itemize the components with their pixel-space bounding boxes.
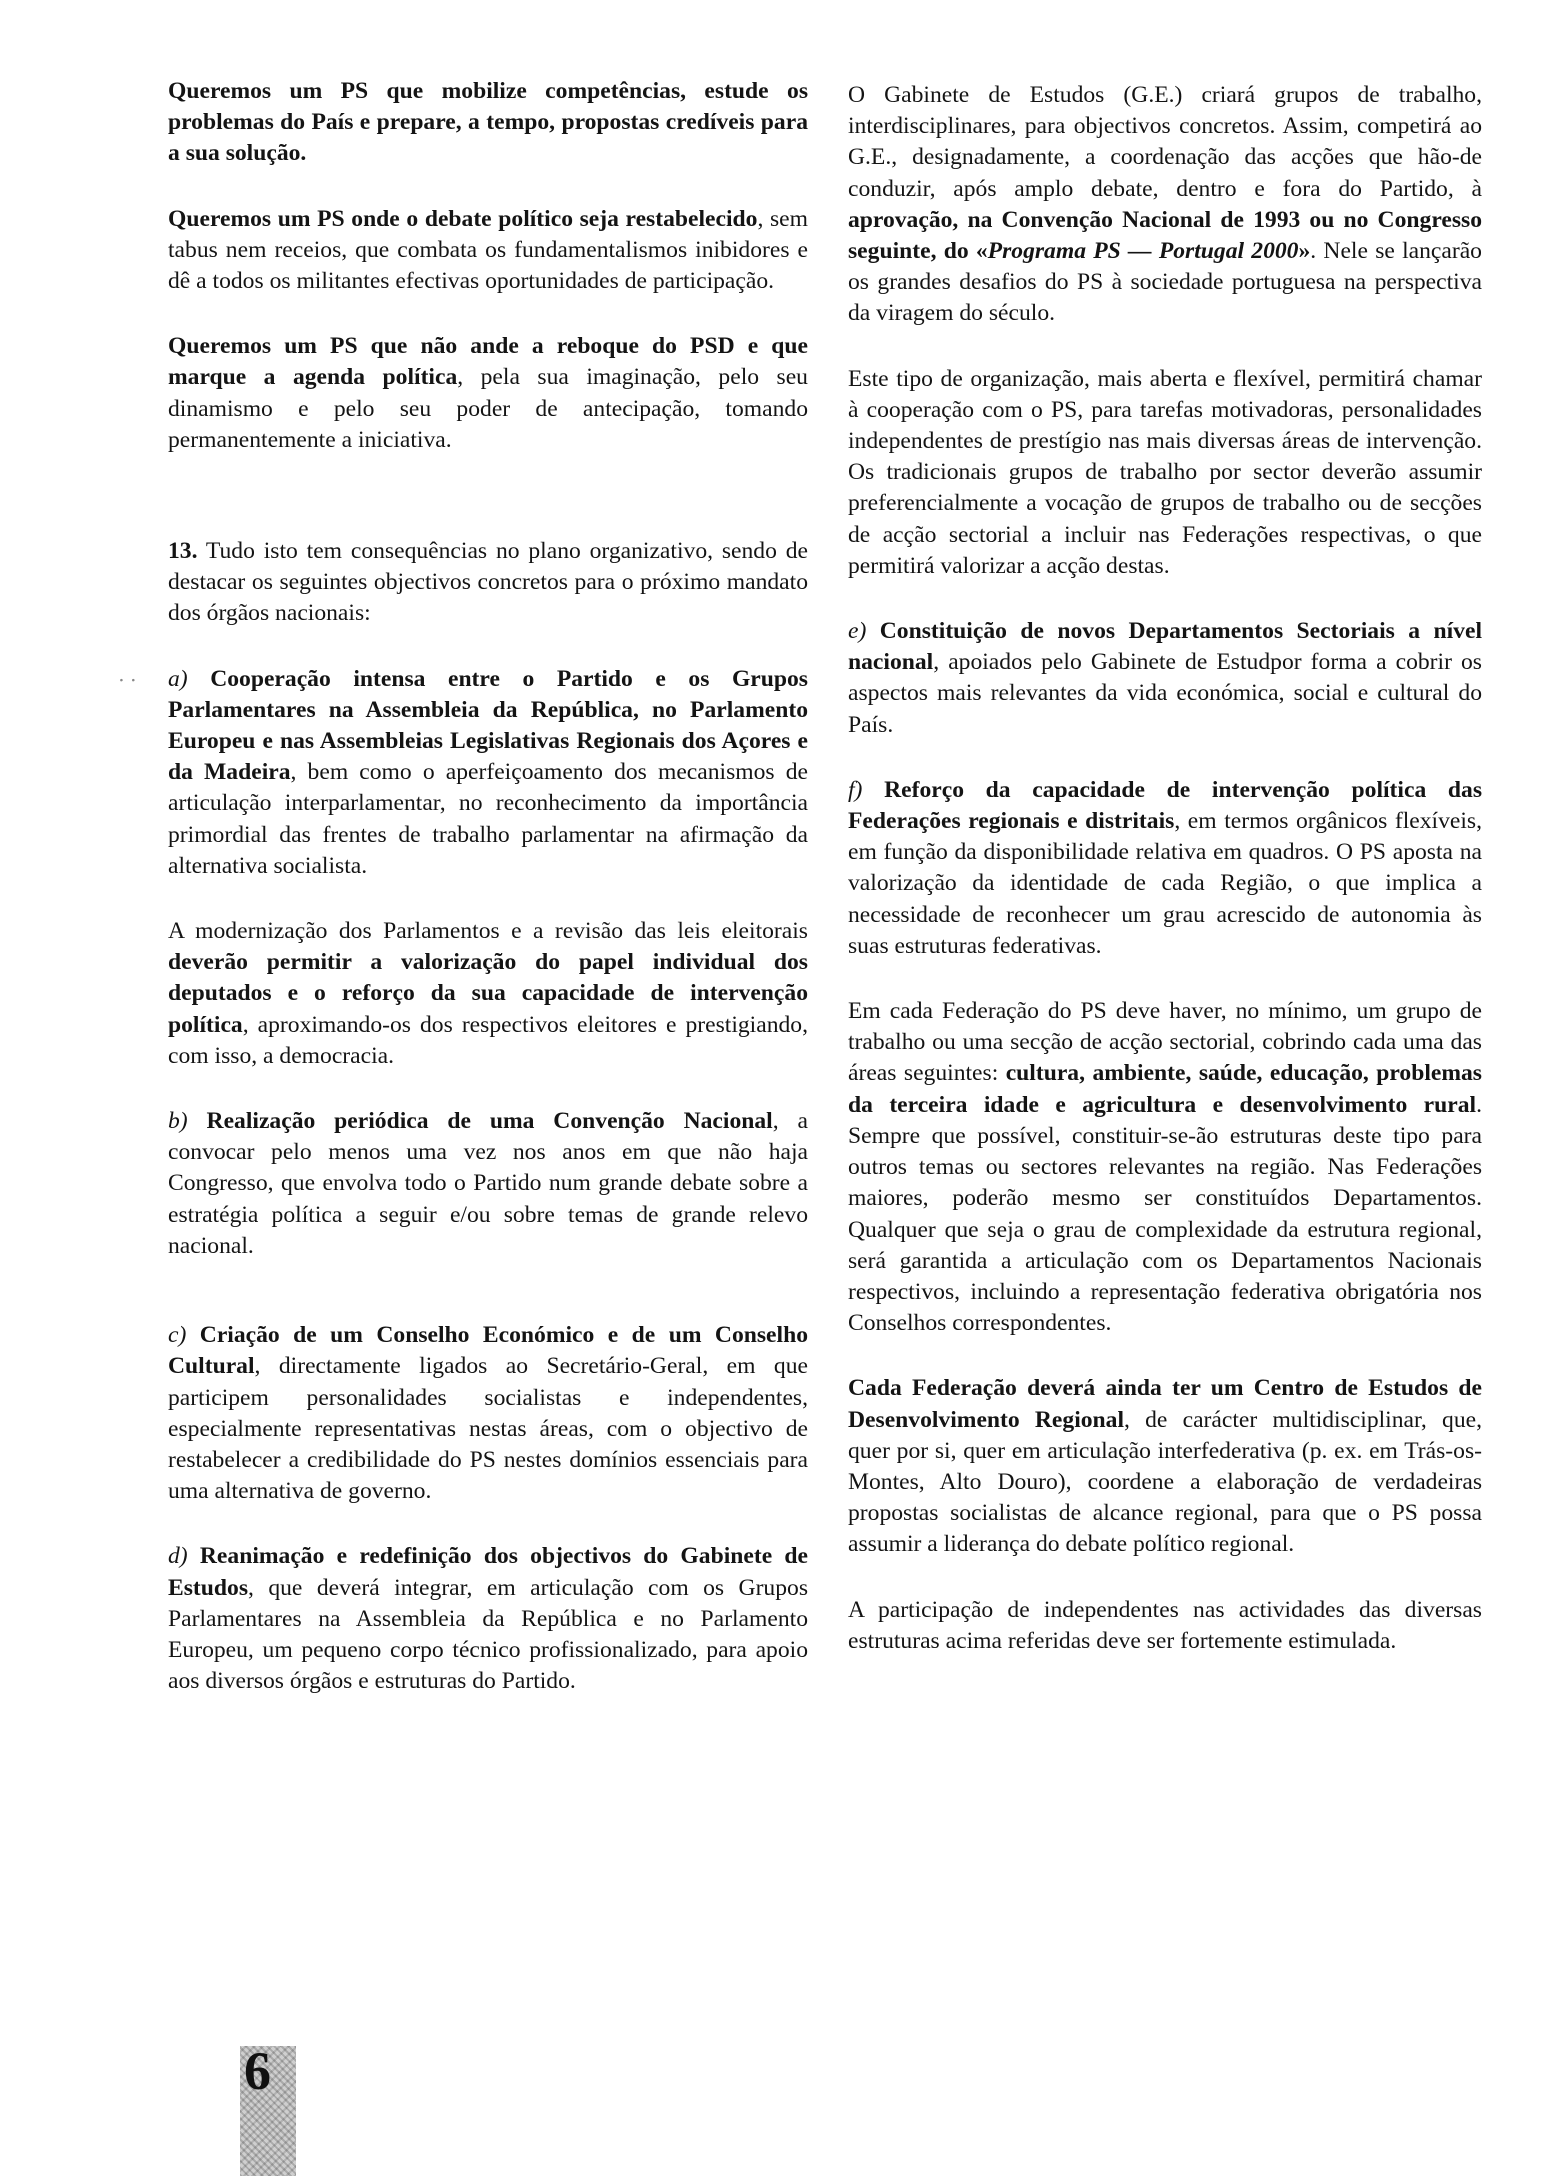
left-column [168, 76, 808, 1731]
page-number-box [240, 2041, 296, 2176]
paragraph [848, 364, 1482, 582]
paragraph [168, 204, 808, 298]
text-run: Constituição de novos Departamentos Sectoriais a nível nacional [848, 618, 1482, 676]
text-run: Tudo isto tem consequências no plano organizativo, sendo de destacar os seguintes objectivos concretos para o próximo mandato dos órgãos nacionais: [168, 538, 808, 627]
text-run: , pela sua imaginação, pelo seu dinamismo e pelo seu poder de antecipação, tomando permanentemente a iniciativa. [168, 364, 808, 453]
paragraph [848, 1373, 1482, 1560]
text-run: por forma a cobrir os aspectos mais relevantes da vida económica, social e cultural do País. [848, 649, 1482, 738]
paragraph [168, 916, 808, 1072]
text-run: Em cada Federação do PS deve haver, no mínimo, um grupo de trabalho ou uma secção de acção sectorial, cobrindo cada uma das áreas seguintes: [848, 998, 1482, 1087]
text-run: A participação de independentes nas actividades das diversas estruturas acima referidas deve ser fortemente estimulada. [848, 1596, 1482, 1654]
text-run: Criação de um Conselho Económico e de um Conselho Cultural [168, 1322, 808, 1380]
page-number: 6 [244, 2041, 271, 2101]
paragraph [168, 1541, 808, 1697]
text-run: Este tipo de organização, mais aberta e flexível, permitirá chamar à cooperação com o PS, para tarefas motivadoras, personalidades independentes de prestígio nas mais diversas áreas de intervenção. Os tradicionais grupos de trabalho por sector deverão assumir preferencialmente a vocação de grupos de trabalho ou de secções de acção sectorial a incluir nas Federações respectivas, o que permitirá valorizar a acção destas. [848, 365, 1482, 579]
paragraph [168, 1106, 808, 1262]
paragraph [168, 76, 808, 170]
paragraph [848, 775, 1482, 962]
margin-mark: ⋅ ⋅ [118, 670, 137, 692]
right-column [848, 80, 1482, 1691]
paragraph [168, 1320, 808, 1507]
text-run: , sem tabus nem receios, que combata os fundamentalismos inibidores e dê a todos os militantes efectivas oportunidades de participação. [168, 205, 808, 295]
paragraph [848, 996, 1482, 1339]
text-run: » [1298, 238, 1311, 265]
text-run: Cooperação intensa entre o Partido e os Grupos Parlamentares na Assembleia da República, no Parlamento Europeu e nas Assembleias Legislativas Regionais dos Açores e da Madeira [168, 665, 808, 786]
text-run: a) [168, 665, 211, 692]
text-run: d) [168, 1543, 200, 1570]
text-run: , que deverá integrar, em articulação com os Grupos Parlamentares na Assembleia da República e no Parlamento Europeu, um pequeno corpo técnico profissionalizado, para apoio aos diversos órgãos e estruturas do Partido. [168, 1574, 808, 1695]
text-run: Programa PS — Portugal 2000 [987, 238, 1299, 265]
text-run: , a convocar pelo menos uma vez nos anos em que não haja Congresso, que envolva todo o Partido num grande debate sobre a estratégia política a seguir e/ou sobre temas de grande relevo nacional. [168, 1108, 808, 1259]
text-run: Cada Federação deverá ainda ter um Centro de Estudos de Desenvolvimento Regional [848, 1375, 1482, 1433]
text-run: . Sempre que possível, constituir-se-ão estruturas deste tipo para outros temas ou sectores relevantes na região. Nas Federações maiores, poderão mesmo ser constituídos Departamentos. Qualquer que seja o grau de complexidade da estrutura regional, será garantida a articulação com os Departamentos Nacionais respectivos, incluindo a representação federativa obrigatória nos Conselhos correspondentes. [848, 1091, 1482, 1337]
text-run: A modernização dos Parlamentos e a revisão das leis eleitorais [168, 918, 808, 945]
paragraph [168, 331, 808, 456]
text-run: O Gabinete de Estudos (G.E.) criará grupos de trabalho, interdisciplinares, para objectivos concretos. Assim, competirá ao G.E., designadamente, a coordenação das acções que hão-de conduzir, após amplo debate, dentro e fora do Partido, à [848, 82, 1482, 202]
text-run: , directamente ligados ao Secretário-Geral, em que participem personalidades socialistas e independentes, especialmente representativas nestas áreas, com o objectivo de restabelecer a credibilidade do PS nestes domínios essenciais para uma alternativa de governo. [168, 1353, 808, 1505]
text-run: , de carácter multidisciplinar, que, quer por si, quer em articulação interfederativa (p. ex. em Trás-os-Montes, Alto Douro), coordene a elaboração de verdadeiras propostas socialistas de alcance regional, para que o PS possa assumir a liderança do debate político regional. [848, 1406, 1482, 1558]
paragraph [848, 616, 1482, 741]
text-run: Reanimação e redefinição dos objectivos do Gabinete de Estudos [168, 1543, 808, 1601]
text-run: 13. [168, 538, 198, 565]
text-run: Reforço da capacidade de intervenção política das Federações regionais e distritais [848, 776, 1483, 835]
paragraph [848, 1595, 1482, 1657]
text-run: aprovação, na Convenção Nacional de 1993 ou no Congresso seguinte, do « [848, 206, 1482, 265]
text-run: . Nele se lançarão os grandes desafios do PS à sociedade portuguesa na perspectiva da viragem do século. [848, 238, 1482, 327]
text-run: , bem como o aperfeiçoamento dos mecanismos de articulação interparlamentar, no reconhecimento da importância primordial das frentes de trabalho parlamentar na afirmação da alternativa socialista. [168, 759, 808, 879]
text-run: c) [168, 1322, 200, 1349]
text-run: e) [848, 618, 880, 645]
text-run: Queremos um PS que não ande a reboque do PSD e que marque a agenda política [168, 333, 808, 391]
paragraph [848, 80, 1482, 330]
text-run: Queremos um PS onde o debate político seja restabelecido [168, 205, 758, 232]
text-run: b) [168, 1108, 207, 1135]
text-run: cultura, ambiente, saúde, educação, problemas da terceira idade e agricultura e desenvolvimento rural [848, 1060, 1482, 1118]
text-run: , aproximando-os dos respectivos eleitores e prestigiando, com isso, a democracia. [168, 1011, 808, 1069]
text-run: , em termos orgânicos flexíveis, em função da disponibilidade relativa em quadros. O PS aposta na valorização da identidade de cada Região, o que implica a necessidade de reconhecer um grau acrescido de autonomia às suas estruturas federativas. [848, 808, 1482, 959]
paragraph [168, 664, 808, 882]
paragraph [168, 536, 808, 630]
text-run: Queremos um PS que mobilize competências, estude os problemas do País e prepare, a tempo, propostas credíveis para a sua solução. [168, 78, 808, 167]
text-run: f) [848, 776, 885, 803]
text-run: , apoiados pelo Gabinete de Estud [933, 649, 1271, 676]
text-run: deverão permitir a valorização do papel individual dos deputados e o reforço da sua capacidade de intervenção política [168, 949, 808, 1038]
text-run: Realização periódica de uma Convenção Nacional [206, 1108, 773, 1135]
